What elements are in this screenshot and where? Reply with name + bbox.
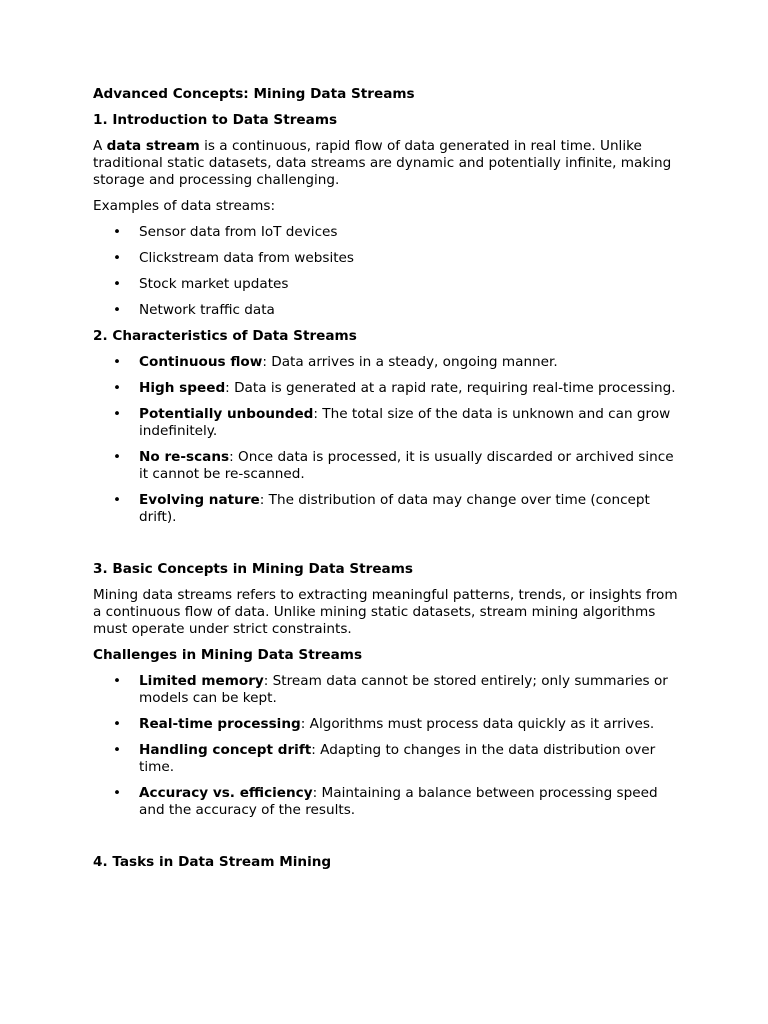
list-item-desc: : Data is generated at a rapid rate, requiring real-time processing.	[225, 380, 676, 396]
list-item	[93, 302, 683, 319]
section-spacer	[93, 535, 683, 561]
list-item-term: Potentially unbounded	[139, 406, 314, 422]
bullet-icon: •	[113, 224, 122, 240]
bullet-icon: •	[113, 716, 122, 732]
list-item-term: No re-scans	[139, 449, 230, 465]
list-item-text: Network traffic data	[139, 302, 275, 318]
bullet-icon: •	[113, 302, 122, 318]
document-title: Advanced Concepts: Mining Data Streams	[93, 86, 415, 102]
bullet-icon: •	[113, 492, 122, 508]
paragraph-text-post: is a continuous, rapid flow of data generated in real time. Unlike traditional static datasets, data streams are dynamic and potentially infinite, making storage and processing challenging.	[93, 138, 672, 188]
list-item	[93, 406, 683, 440]
document-page	[93, 86, 683, 880]
bullet-icon: •	[113, 250, 122, 266]
bullet-icon: •	[113, 785, 122, 801]
list-item	[93, 250, 683, 267]
list-item-desc: : The distribution of data may change over time (concept drift).	[139, 492, 650, 525]
list-item	[93, 449, 683, 483]
list-item	[93, 354, 683, 371]
list-item	[93, 224, 683, 241]
list-item-text: Stock market updates	[139, 276, 289, 292]
bullet-icon: •	[113, 406, 122, 422]
list-item	[93, 492, 683, 526]
list-item-term: Evolving nature	[139, 492, 260, 508]
examples-label: Examples of data streams:	[93, 198, 276, 214]
list-item-desc: : The total size of the data is unknown and can grow indefinitely.	[139, 406, 671, 439]
list-item-desc: : Algorithms must process data quickly as it arrives.	[300, 716, 655, 732]
section-2-heading: 2. Characteristics of Data Streams	[93, 328, 357, 344]
list-item-term: Limited memory	[139, 673, 264, 689]
section-1-paragraph	[93, 138, 683, 189]
list-item	[93, 673, 683, 707]
list-item-term: Handling concept drift	[139, 742, 312, 758]
bullet-icon: •	[113, 742, 122, 758]
list-item	[93, 716, 683, 733]
characteristics-list	[93, 354, 683, 526]
section-1-heading: 1. Introduction to Data Streams	[93, 112, 338, 128]
bullet-icon: •	[113, 276, 122, 292]
challenges-heading: Challenges in Mining Data Streams	[93, 647, 363, 663]
list-item	[93, 380, 683, 397]
bullet-icon: •	[113, 380, 122, 396]
examples-list	[93, 224, 683, 319]
section-3-heading: 3. Basic Concepts in Mining Data Streams	[93, 561, 413, 577]
term-data-stream: data stream	[106, 138, 200, 154]
list-item-desc: : Data arrives in a steady, ongoing manner.	[262, 354, 558, 370]
list-item-term: Continuous flow	[139, 354, 263, 370]
bullet-icon: •	[113, 673, 122, 689]
list-item-term: High speed	[139, 380, 226, 396]
section-spacer	[93, 828, 683, 854]
list-item-desc: : Once data is processed, it is usually discarded or archived since it cannot be re-scanned.	[139, 449, 674, 482]
section-4-heading: 4. Tasks in Data Stream Mining	[93, 854, 332, 870]
bullet-icon: •	[113, 354, 122, 370]
list-item-text: Clickstream data from websites	[139, 250, 354, 266]
list-item-desc: : Stream data cannot be stored entirely; only summaries or models can be kept.	[139, 673, 668, 706]
paragraph-text-pre: A	[93, 138, 107, 154]
list-item-term: Real-time processing	[139, 716, 301, 732]
list-item-desc: : Adapting to changes in the data distribution over time.	[139, 742, 656, 775]
list-item-term: Accuracy vs. efficiency	[139, 785, 313, 801]
list-item	[93, 785, 683, 819]
list-item	[93, 742, 683, 776]
bullet-icon: •	[113, 449, 122, 465]
list-item-desc: : Maintaining a balance between processing speed and the accuracy of the results.	[139, 785, 658, 818]
section-3-paragraph: Mining data streams refers to extracting meaningful patterns, trends, or insights from a continuous flow of data. Unlike mining static datasets, stream mining algorithms must operate under strict constraints.	[93, 587, 678, 637]
challenges-list	[93, 673, 683, 819]
list-item	[93, 276, 683, 293]
list-item-text: Sensor data from IoT devices	[139, 224, 338, 240]
